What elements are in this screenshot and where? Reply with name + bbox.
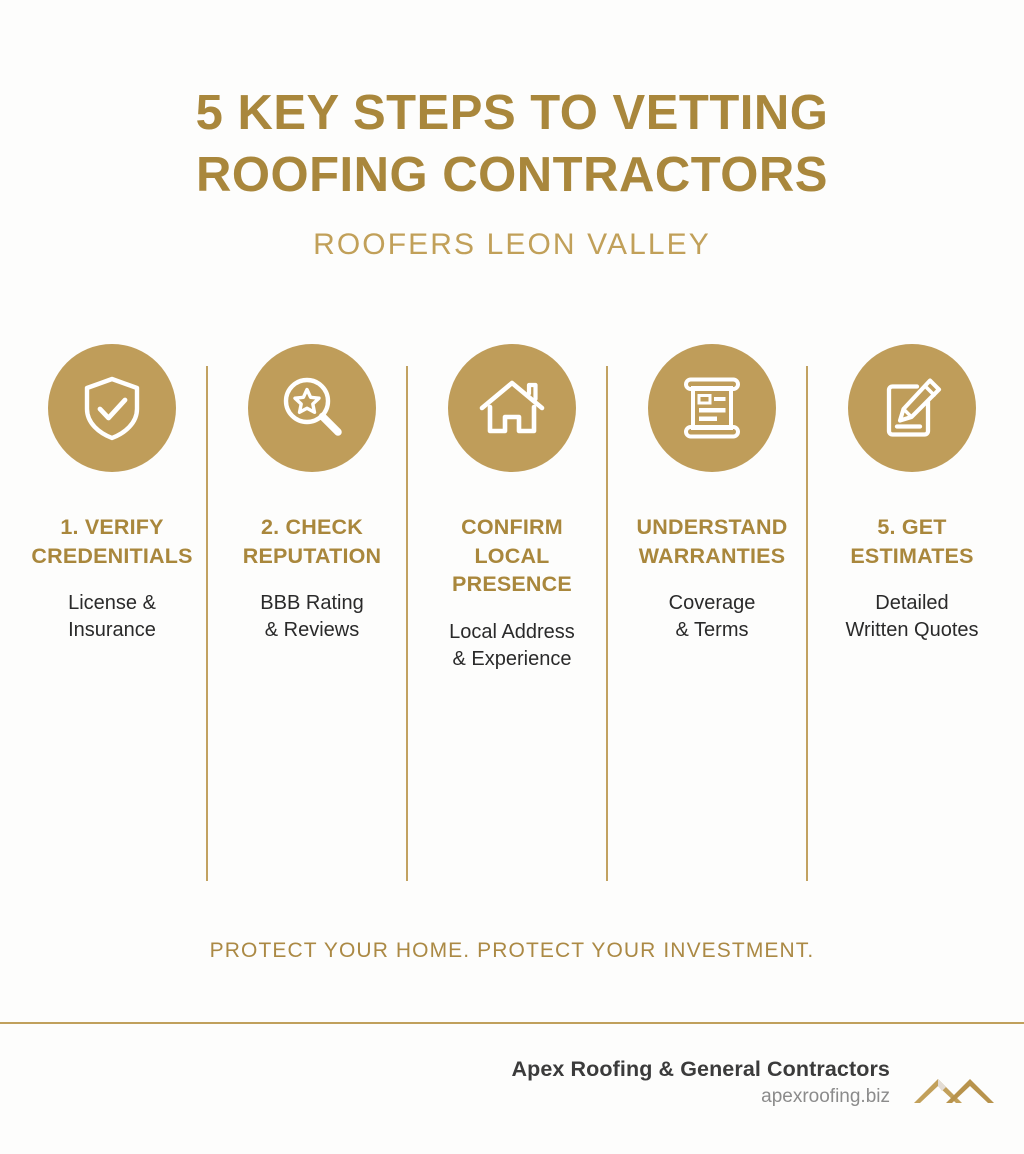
step-heading (31, 513, 192, 570)
house-icon (475, 371, 549, 445)
step-description (845, 590, 978, 644)
step-description (68, 590, 156, 644)
step-heading-line-2: WARRANTIES (638, 543, 786, 568)
step-item-confirm-local-presence (412, 344, 612, 673)
scroll-document-icon (675, 371, 749, 445)
step-desc-line-1: Local Address (449, 620, 575, 643)
title-line-2: ROOFING CONTRACTORS (196, 148, 828, 202)
step-heading-line-2: CREDENITIALS (31, 543, 193, 568)
footer-divider (0, 1022, 1024, 1024)
step-item-verify-credentials (12, 344, 212, 673)
step-item-understand-warranties (612, 344, 812, 673)
step-desc-line-1: Detailed (875, 592, 949, 614)
step-heading-line-2: LOCAL (474, 543, 550, 568)
steps-row (0, 344, 1024, 673)
step-heading (243, 513, 382, 570)
step-heading-line-1: UNDERSTAND (636, 515, 788, 539)
poster-header (0, 0, 1024, 262)
step-item-check-reputation (212, 344, 412, 673)
brand-name: Apex Roofing & General Contractors (511, 1057, 890, 1081)
step-desc-line-1: Coverage (668, 592, 756, 614)
page-title (0, 82, 1024, 206)
step-icon-badge (248, 344, 376, 472)
step-heading-line-3: PRESENCE (452, 572, 572, 596)
step-heading-line-1: 2. CHECK (261, 515, 363, 539)
shield-check-icon (75, 371, 149, 445)
step-desc-line-2: Written Quotes (845, 619, 979, 641)
step-heading (850, 513, 973, 570)
step-desc-line-1: License & (68, 592, 156, 614)
step-heading-line-2: ESTIMATES (850, 543, 974, 568)
step-description (260, 590, 363, 644)
step-desc-line-2: & Experience (452, 647, 572, 670)
step-description (669, 590, 756, 644)
step-icon-badge (448, 344, 576, 472)
step-desc-line-2: Insurance (68, 619, 156, 641)
step-desc-line-1: BBB Rating (260, 592, 364, 614)
step-item-get-estimates (812, 344, 1012, 673)
roof-peaks-logo-icon (912, 1070, 996, 1110)
brand-url: apexroofing.biz (761, 1086, 890, 1107)
step-description (449, 619, 575, 673)
footer (0, 1056, 1024, 1110)
title-line-1: 5 KEY STEPS TO VETTING (195, 86, 829, 140)
step-heading-line-1: 5. GET (877, 515, 947, 539)
step-heading-line-1: 1. VERIFY (60, 515, 164, 539)
pencil-document-icon (875, 371, 949, 445)
step-icon-badge (48, 344, 176, 472)
step-heading (637, 513, 788, 570)
step-icon-badge (648, 344, 776, 472)
step-desc-line-2: & Terms (675, 619, 749, 641)
step-heading-line-2: REPUTATION (242, 543, 382, 568)
step-heading (452, 513, 572, 599)
step-icon-badge (848, 344, 976, 472)
tagline: PROTECT YOUR HOME. PROTECT YOUR INVESTMENT. (209, 939, 815, 962)
step-desc-line-2: & Reviews (264, 619, 360, 641)
step-heading-line-1: CONFIRM (461, 515, 563, 539)
page-subtitle: ROOFERS LEON VALLEY (313, 228, 711, 261)
magnifier-star-icon (275, 371, 349, 445)
footer-brand-block (511, 1056, 890, 1109)
